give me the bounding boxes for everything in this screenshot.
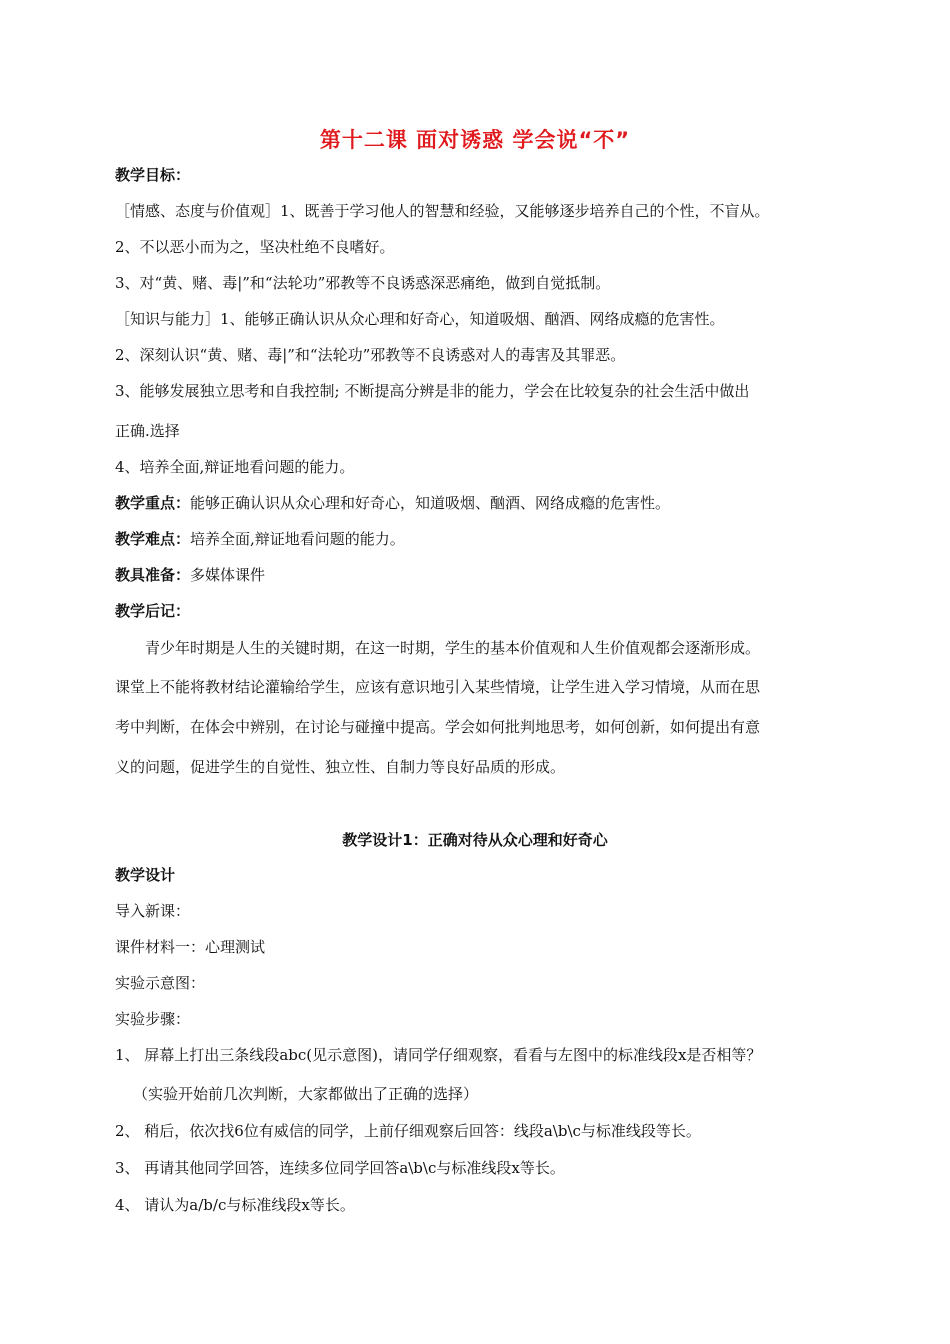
key-point-text: 能够正确认识从众心理和好奇心，知道吸烟、酗酒、网络成瘾的危害性。 (190, 494, 671, 512)
difficult-point-label: 教学难点： (115, 530, 191, 548)
difficult-point (115, 529, 835, 549)
teaching-tools-text: 多媒体课件 (190, 566, 266, 584)
teaching-tools (115, 565, 835, 585)
step-line: 1、 屏幕上打出三条线段abc(见示意图)，请同学仔细观察，看看与左图中的标准线段x是否相等？ (115, 1046, 762, 1064)
key-point-label: 教学重点： (115, 494, 191, 512)
step-line: 2、 稍后，依次找6位有威信的同学，上前仔细观察后回答：线段a\b\c与标准线段等长。 (115, 1122, 701, 1140)
difficult-point-text: 培养全面,辩证地看问题的能力。 (190, 530, 405, 548)
postscript-line: 考中判断，在体会中辨别，在讨论与碰撞中提高。学会如何批判地思考，如何创新，如何提出有意 (115, 718, 761, 736)
design-item: 实验步骤： (115, 1010, 191, 1028)
objective-line: 3、对“黄、赌、毒|”和“法轮功”邪教等不良诱惑深恶痛绝，做到自觉抵制。 (115, 274, 611, 292)
postscript-line: 课堂上不能将教材结论灌输给学生，应该有意识地引入某些情境，让学生进入学习情境，从而在思 (115, 678, 761, 696)
objective-line: 2、深刻认识“黄、赌、毒|”和“法轮功”邪教等不良诱惑对人的毒害及其罪恶。 (115, 346, 626, 364)
step-line: 3、 再请其他同学回答，连续多位同学回答a\b\c与标准线段x等长。 (115, 1159, 565, 1177)
key-point (115, 493, 835, 513)
teaching-tools-label: 教具准备： (115, 566, 191, 584)
objective-line: ［情感、态度与价值观］1、既善于学习他人的智慧和经验，又能够逐步培养自己的个性，不盲从。 (115, 202, 770, 220)
postscript-line: 义的问题，促进学生的自觉性、独立性、自制力等良好品质的形成。 (115, 758, 566, 776)
design-item: 课件材料一：心理测试 (115, 938, 266, 956)
postscript-line: 青少年时期是人生的关键时期，在这一时期，学生的基本价值观和人生价值观都会逐渐形成。 (145, 639, 761, 657)
step-note: （实验开始前几次判断，大家都做出了正确的选择） (133, 1085, 479, 1103)
postscript-heading: 教学后记： (115, 602, 191, 620)
objective-line: 3、能够发展独立思考和自我控制; 不断提高分辨是非的能力，学会在比较复杂的社会生活中做出 (115, 382, 750, 400)
step-line: 4、 请认为a/b/c与标准线段x等长。 (115, 1196, 355, 1214)
design-heading: 教学设计 (115, 866, 176, 884)
design-item: 导入新课： (115, 902, 191, 920)
objectives-heading: 教学目标： (115, 166, 191, 184)
design-title: 教学设计1：正确对待从众心理和好奇心 (342, 831, 608, 849)
objective-line: ［知识与能力］1、能够正确认识从众心理和好奇心，知道吸烟、酗酒、网络成瘾的危害性。 (115, 310, 725, 328)
objective-line: 正确.选择 (115, 422, 180, 440)
lesson-title: 第十二课 面对诱惑 学会说“不” (319, 128, 631, 152)
objective-line: 2、不以恶小而为之，坚决杜绝不良嗜好。 (115, 238, 395, 256)
objective-line: 4、培养全面,辩证地看问题的能力。 (115, 458, 355, 476)
design-item: 实验示意图： (115, 974, 206, 992)
